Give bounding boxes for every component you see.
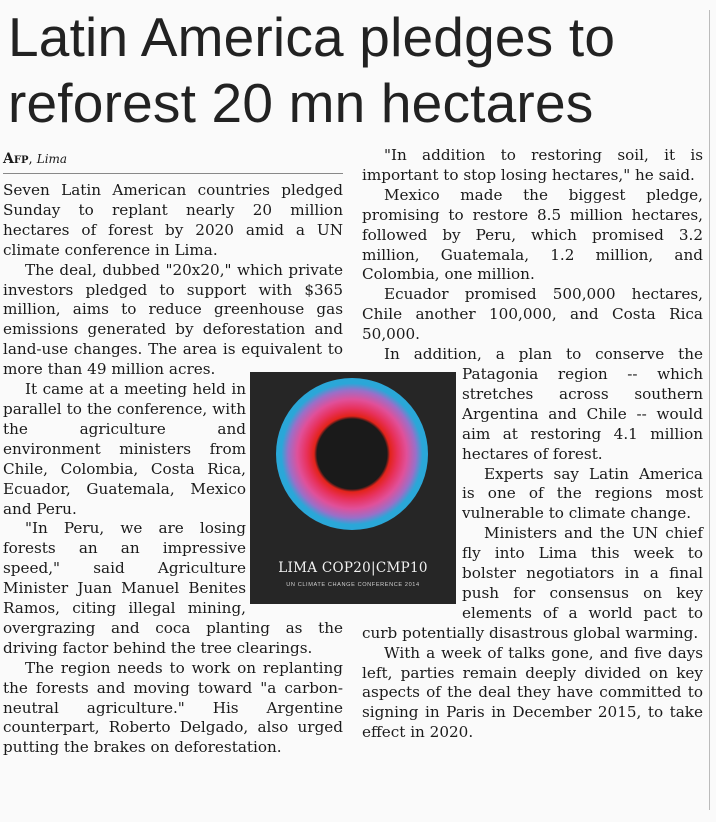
paragraph: "In Peru, we are losing forests an an impressive speed," said Agriculture Minister Juan Manuel Benites Ramos, citing illegal mining, overgrazing and coca planting as the driving factor behind the tree clearings. [3, 519, 343, 657]
byline-agency: Afp [3, 151, 29, 167]
paragraph: Ecuador promised 500,000 hectares, Chile another 100,000, and Costa Rica 50,000. [362, 285, 703, 344]
paragraph: It came at a meeting held in parallel to the conference, with the agriculture and environment ministers from Chile, Colombia, Costa Rica, Ecuador, Guatemala, Mexico and Peru. [3, 380, 246, 518]
logo-subtitle: UN CLIMATE CHANGE CONFERENCE 2014 [286, 582, 420, 588]
column-rule [709, 10, 710, 810]
paragraph: Seven Latin American countries pledged Sunday to replant nearly 20 million hectares of forest by 2020 amid a UN climate conference in Lima. [3, 181, 343, 259]
logo-title: LIMA COP20|CMP10 [278, 560, 428, 576]
paragraph: "In addition to restoring soil, it is important to stop losing hectares," he said. [362, 146, 703, 184]
paragraph: Ministers and the UN chief fly into Lima this week to bolster negotiators in a final push for consensus on key elements of a world pact to curb potentially disastrous global warming. [362, 524, 703, 642]
paragraph: Experts say Latin America is one of the regions most vulnerable to climate change. [462, 464, 703, 523]
cop20-logo [250, 372, 456, 604]
byline-place: Lima [36, 152, 68, 166]
paragraph: In addition, a plan to conserve the Patagonia region -- which stretches across southern Argentina and Chile -- would aim at restoring 4.1 million hectares of forest. [384, 345, 703, 463]
paragraph: The region needs to work on replanting the forests and moving toward "a carbon-neutral agriculture." His Argentine counterpart, Roberto Delgado, also urged putting the brakes on deforestation. [3, 658, 343, 757]
paragraph: With a week of talks gone, and five days left, parties remain deeply divided on key aspects of the deal they have committed to signing in Paris in December 2015, to take effect in 2020. [362, 643, 703, 742]
byline: Afp, Lima [3, 150, 343, 174]
paragraph: Mexico made the biggest pledge, promising to restore 8.5 million hectares, followed by Peru, which promised 3.2 million, Guatemala, 1.2 million, and Colombia, one million. [362, 185, 703, 284]
paragraph: The deal, dubbed "20x20," which private investors pledged to support with $365 million, aims to reduce greenhouse gas emissions generated by deforestation and land-use changes. The area is equivalent to more than 49 million acres. [3, 260, 343, 379]
headline: Latin America pledges to reforest 20 mn hectares [8, 6, 616, 134]
